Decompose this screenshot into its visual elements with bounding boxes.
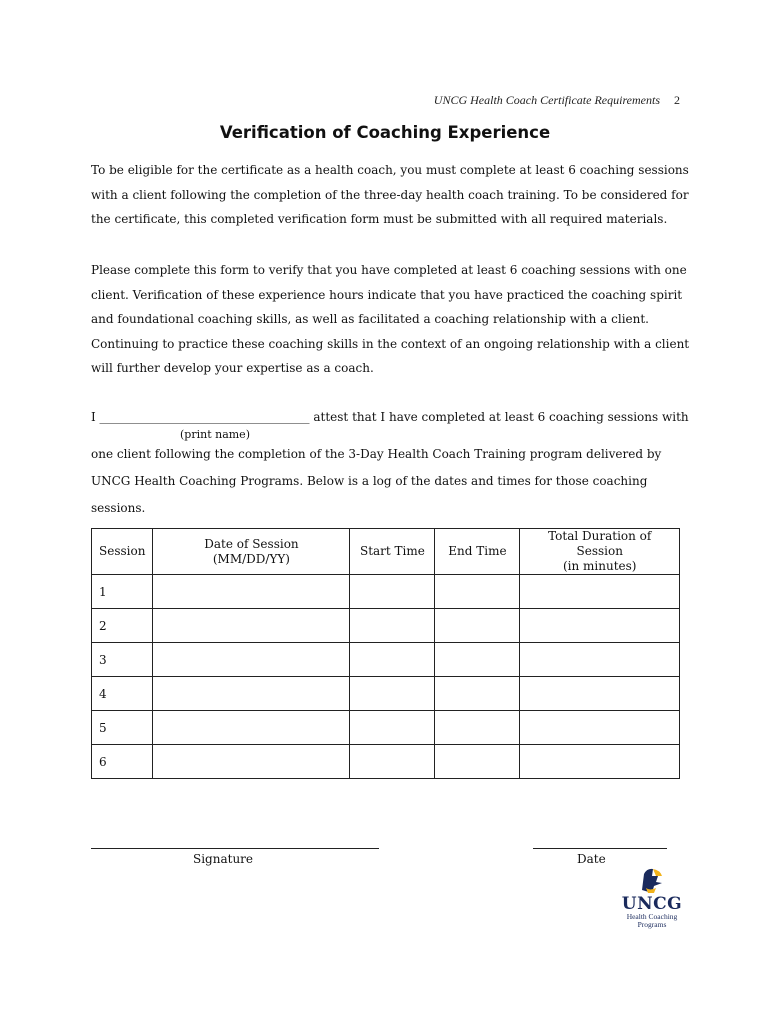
date-cell[interactable] <box>153 643 350 677</box>
session-number: 4 <box>92 677 153 711</box>
instructions-paragraph: Please complete this form to verify that you have completed at least 6 coaching sessions with one client. Verification of these experience hours indicate that you have practiced the coaching spirit and foundational coaching skills, as well as facilitated a coaching relationship with a client. Continuing to practice these coaching skills in the context of an ongoing relationship with a client will further develop your expertise as a coach. <box>91 263 690 376</box>
end-time-cell[interactable] <box>435 677 520 711</box>
table-row <box>92 677 680 711</box>
header-session: Session <box>92 529 153 575</box>
date-cell[interactable] <box>153 745 350 779</box>
duration-cell[interactable] <box>520 609 680 643</box>
start-time-cell[interactable] <box>350 745 435 779</box>
duration-cell[interactable] <box>520 677 680 711</box>
end-time-cell[interactable] <box>435 745 520 779</box>
print-name-hint: (print name) <box>180 428 250 441</box>
header-start-time: Start Time <box>350 529 435 575</box>
end-time-cell[interactable] <box>435 643 520 677</box>
table-row <box>92 575 680 609</box>
duration-cell[interactable] <box>520 643 680 677</box>
end-time-cell[interactable] <box>435 711 520 745</box>
date-label: Date <box>577 852 606 866</box>
spartan-helmet-icon <box>638 866 666 896</box>
header-duration <box>520 529 680 575</box>
end-time-cell[interactable] <box>435 609 520 643</box>
table-header-row <box>92 529 680 575</box>
header-date <box>153 529 350 575</box>
table-row <box>92 711 680 745</box>
session-number: 2 <box>92 609 153 643</box>
duration-cell[interactable] <box>520 745 680 779</box>
date-line[interactable] <box>533 840 667 849</box>
attestation-text: one client following the completion of the 3-Day Health Coach Training program delivered by UNCG Health Coaching Programs. Below is a log of the dates and times for those coaching sessions. <box>91 447 662 515</box>
session-number: 1 <box>92 575 153 609</box>
logo-wordmark: UNCG <box>621 894 683 914</box>
date-cell[interactable] <box>153 609 350 643</box>
page-title: Verification of Coaching Experience <box>219 123 551 142</box>
duration-cell[interactable] <box>520 575 680 609</box>
header-end-time: End Time <box>435 529 520 575</box>
duration-cell[interactable] <box>520 711 680 745</box>
logo-subtitle-1: Health Coaching <box>626 912 678 921</box>
date-cell[interactable] <box>153 677 350 711</box>
session-number: 6 <box>92 745 153 779</box>
header-date-label: Date of Session <box>204 536 299 551</box>
table-row <box>92 643 680 677</box>
start-time-cell[interactable] <box>350 677 435 711</box>
date-cell[interactable] <box>153 711 350 745</box>
signature-label: Signature <box>193 852 254 866</box>
signature-line[interactable] <box>91 840 379 849</box>
table-row <box>92 745 680 779</box>
start-time-cell[interactable] <box>350 609 435 643</box>
table-row <box>92 609 680 643</box>
uncg-logo <box>620 866 684 936</box>
running-title: UNCG Health Coach Certificate Requirements <box>433 93 660 107</box>
session-number: 3 <box>92 643 153 677</box>
page-number: 2 <box>674 93 680 107</box>
header-date-format: (MM/DD/YY) <box>212 551 290 566</box>
start-time-cell[interactable] <box>350 575 435 609</box>
header-duration-unit: (in minutes) <box>562 559 637 573</box>
eligibility-paragraph: To be eligible for the certificate as a health coach, you must complete at least 6 coaching sessions with a client following the completion of the three-day health coach training. To be considered for the certificate, this completed verification form must be submitted with all required materials. <box>91 163 689 227</box>
header-duration-label: Total Duration of Session <box>548 529 652 558</box>
running-header <box>300 93 680 108</box>
start-time-cell[interactable] <box>350 711 435 745</box>
start-time-cell[interactable] <box>350 643 435 677</box>
session-number: 5 <box>92 711 153 745</box>
date-cell[interactable] <box>153 575 350 609</box>
end-time-cell[interactable] <box>435 575 520 609</box>
session-log-table <box>91 528 680 779</box>
logo-subtitle-2: Programs <box>637 920 667 929</box>
attestation-line: I ___________________________________ attest that I have completed at least 6 coaching sessions with <box>91 410 689 424</box>
